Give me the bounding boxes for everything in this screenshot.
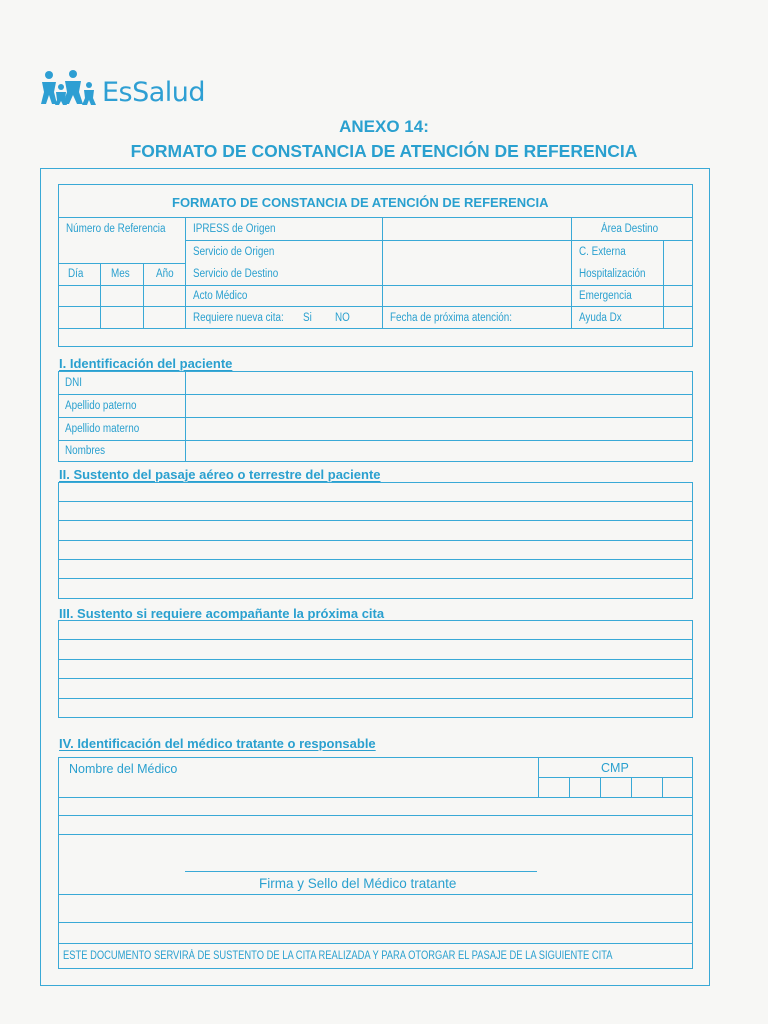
signature-line	[185, 871, 537, 872]
numero-referencia-label: Número de Referencia	[66, 223, 166, 235]
fecha-proxima-label: Fecha de próxima atención:	[390, 312, 513, 324]
apellido-materno-label: Apellido materno	[65, 423, 140, 435]
section-1-title: I. Identificación del paciente	[59, 356, 233, 371]
annex-label: ANEXO 14:	[339, 117, 429, 136]
ayuda-dx-label: Ayuda Dx	[579, 312, 622, 324]
section-4-title: IV. Identificación del médico tratante o responsable	[59, 736, 376, 751]
area-destino-label: Área Destino	[601, 223, 659, 235]
nombres-label: Nombres	[65, 445, 106, 457]
family-figures-icon	[40, 70, 100, 106]
acto-medico-label: Acto Médico	[193, 290, 248, 302]
essalud-logo	[40, 66, 205, 106]
cmp-label: CMP	[601, 761, 629, 775]
page-title: FORMATO DE CONSTANCIA DE ATENCIÓN DE REFERENCIA	[130, 141, 638, 161]
firma-label: Firma y Sello del Médico tratante	[259, 876, 457, 891]
hospitalizacion-label: Hospitalización	[579, 268, 646, 280]
dia-label: Día	[68, 268, 84, 280]
si-option[interactable]: Si	[303, 312, 312, 324]
emergencia-label: Emergencia	[579, 290, 632, 302]
ipress-origen-label: IPRESS de Origen	[193, 223, 276, 235]
reference-table-header: FORMATO DE CONSTANCIA DE ATENCIÓN DE REFERENCIA	[172, 195, 549, 210]
footer-note: ESTE DOCUMENTO SERVIRÁ DE SUSTENTO DE LA CITA REALIZADA Y PARA OTORGAR EL PASAJE DE LA SIGUIENTE CITA	[63, 950, 613, 962]
brand-name: EsSalud	[102, 77, 206, 108]
section-3-title: III. Sustento si requiere acompañante la próxima cita	[59, 606, 385, 621]
no-option[interactable]: NO	[335, 312, 350, 324]
c-externa-label: C. Externa	[579, 246, 626, 258]
servicio-destino-label: Servicio de Destino	[193, 268, 279, 280]
nombre-medico-label: Nombre del Médico	[69, 762, 178, 776]
section-2-title: II. Sustento del pasaje aéreo o terrestre del paciente	[59, 467, 381, 482]
anio-label: Año	[156, 268, 174, 280]
apellido-paterno-label: Apellido paterno	[65, 400, 137, 412]
mes-label: Mes	[111, 268, 130, 280]
servicio-origen-label: Servicio de Origen	[193, 246, 275, 258]
dni-label: DNI	[65, 377, 83, 389]
medico-table	[58, 757, 693, 969]
acompanante-lines	[58, 620, 693, 718]
requiere-cita-label: Requiere nueva cita:	[193, 312, 284, 324]
